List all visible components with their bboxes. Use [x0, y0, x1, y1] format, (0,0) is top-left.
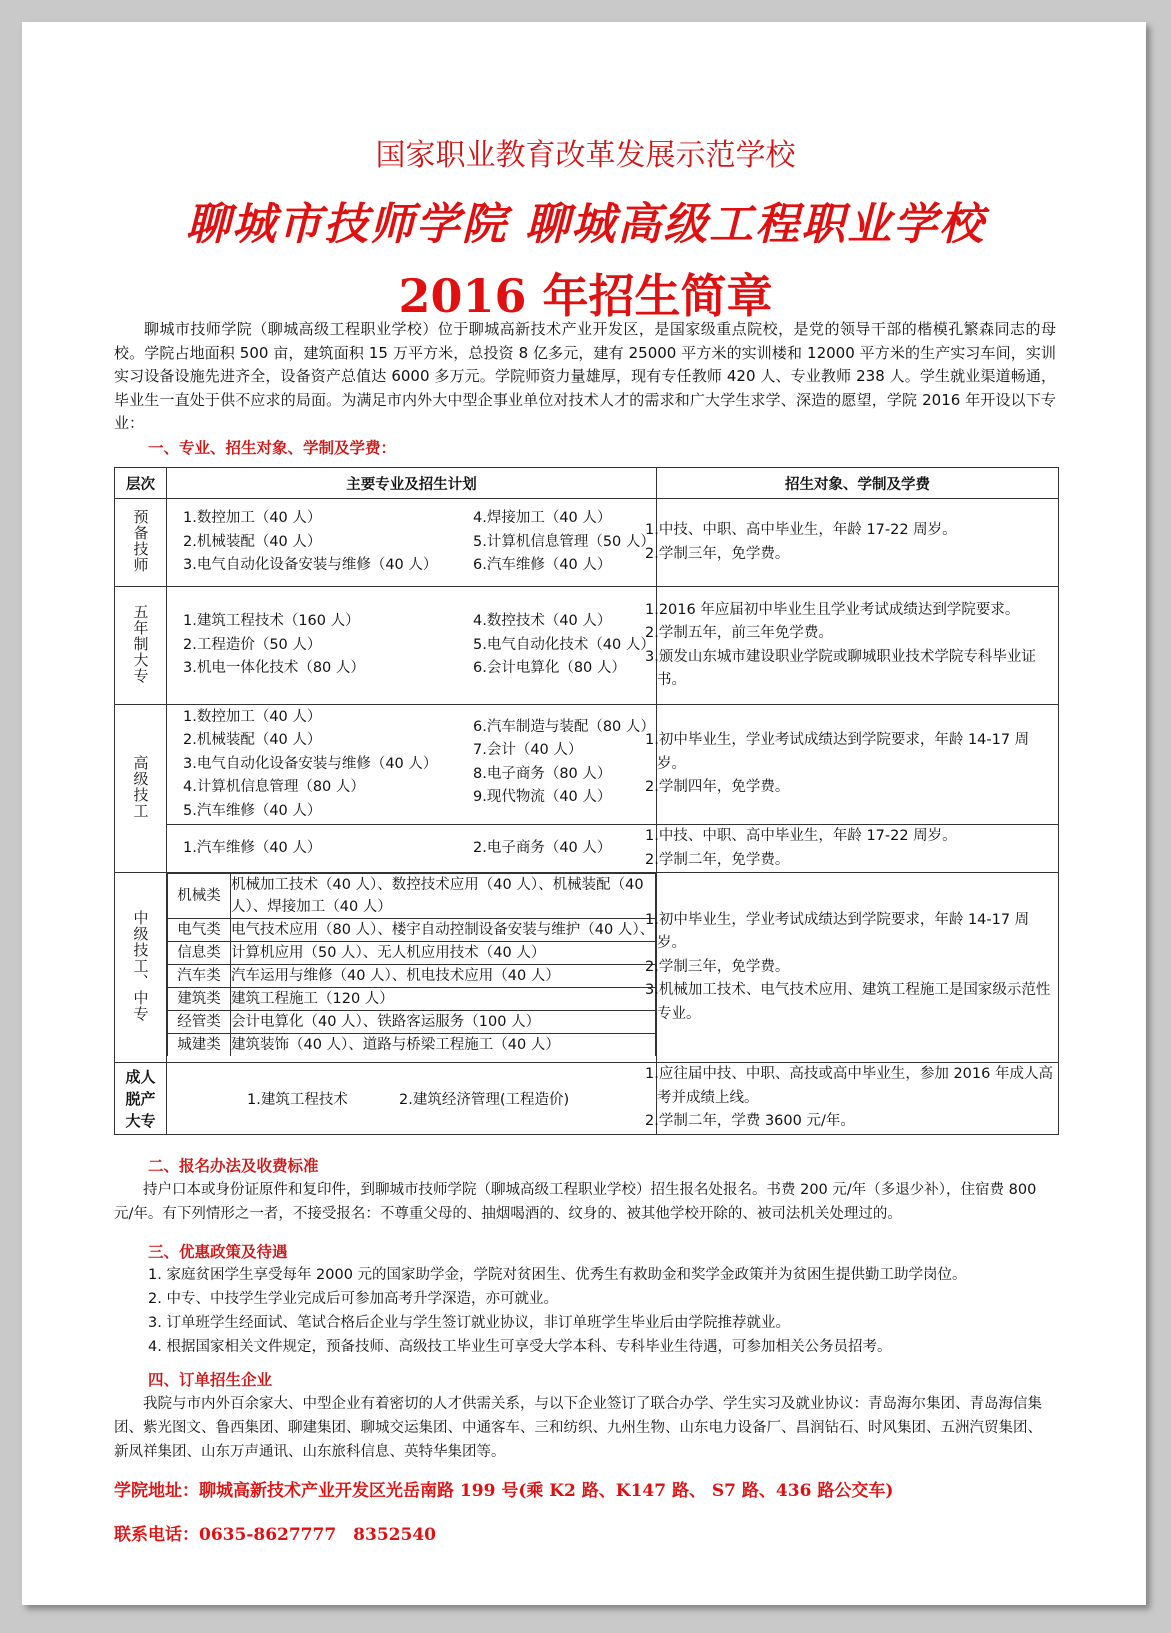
requirement-text: 2.学制二年，免学费。: [645, 851, 790, 868]
category-row: [168, 874, 656, 919]
table-header-row: [115, 468, 1059, 499]
list-item: 1.建筑工程技术: [247, 1092, 348, 1108]
requirement-text: 1.初中毕业生，学业考试成绩达到学院要求，年龄 14-17 周岁。: [645, 732, 1030, 772]
table-row: [115, 587, 1059, 705]
requirement-text: 3.颁发山东城市建设职业学院或聊城职业技术学院专科毕业证书。: [645, 648, 1036, 688]
list-item: 2.电子商务（40 人）: [473, 839, 612, 856]
section2-text: 持户口本或身份证原件和复印件，到聊城市技师学院（聊城高级工程职业学校）招生报名处报名。书费 200 元/年（多退少补），住宿费 800 元/年。有下列情形之一者，不接受报名：不尊重父母的、抽烟喝酒的、纹身的、被其他学校开除的、被司法机关处理过的。: [114, 1182, 1037, 1222]
list-item: 6.汽车制造与装配（80 人）: [473, 718, 655, 735]
list-item: 6.汽车维修（40 人）: [473, 557, 612, 574]
category-items: 建筑工程施工（120 人）: [231, 988, 656, 1011]
section1-title: 一、专业、招生对象、学制及学费：: [148, 439, 397, 457]
requirement-text: 1.中技、中职、高中毕业生，年龄 17-22 周岁。: [645, 828, 957, 844]
requirement-text: 1.中技、中职、高中毕业生，年龄 17-22 周岁。: [645, 522, 957, 538]
level-label: 成人脱产大专: [115, 1063, 167, 1135]
header-level: 层次: [115, 468, 167, 499]
list-item: 1.数控加工（40 人）: [183, 510, 322, 527]
category-table: [167, 873, 656, 1056]
list-item: 1.汽车维修（40 人）: [183, 839, 322, 856]
list-item: 2.工程造价（50 人）: [183, 636, 322, 653]
list-item: 2.机械装配（40 人）: [183, 533, 322, 550]
list-item: 3.电气自动化设备安装与维修（40 人）: [183, 557, 438, 574]
category-label: 电气类: [168, 919, 231, 942]
header-requirements: 招生对象、学制及学费: [657, 468, 1059, 499]
section2-title: 二、报名办法及收费标准: [148, 1157, 319, 1175]
list-item: 1.建筑工程技术（160 人）: [183, 613, 360, 630]
list-item: 4.数控技术（40 人）: [473, 613, 612, 630]
list-item: 4.焊接加工（40 人）: [473, 510, 612, 527]
category-row: [168, 1011, 656, 1034]
school-name-title: 聊城市技师学院 聊城高级工程职业学校: [185, 199, 986, 250]
category-label: 信息类: [168, 942, 231, 965]
list-item: 2. 中专、中技学生学业完成后可参加高考升学深造，亦可就业。: [148, 1291, 558, 1307]
table-row: [115, 873, 1059, 1063]
requirement-text: 1.初中毕业生，学业考试成绩达到学院要求，年龄 14-17 周岁。: [645, 911, 1030, 952]
list-item: 5.计算机信息管理（50 人）: [473, 533, 655, 550]
category-row: [168, 988, 656, 1011]
category-items: 机械加工技术（40 人）、数控技术应用（40 人）、机械装配（40 人）、焊接加工（40 人）: [231, 874, 656, 919]
list-item: 3.电气自动化设备安装与维修（40 人）: [183, 755, 438, 772]
list-item: 8.电子商务（80 人）: [473, 765, 612, 782]
list-item: 3.机电一体化技术（80 人）: [183, 660, 365, 677]
category-label: 机械类: [168, 874, 231, 919]
contact-phone: 联系电话：0635-8627777 8352540: [114, 1525, 436, 1545]
requirement-text: 2.学制五年，前三年免学费。: [645, 625, 833, 641]
section3-title: 三、优惠政策及待遇: [148, 1243, 288, 1261]
list-item: 7.会计（40 人）: [473, 742, 583, 759]
category-label: 城建类: [168, 1034, 231, 1057]
category-items: 计算机应用（50 人）、无人机应用技术（40 人）: [231, 942, 656, 965]
brochure-title: 2016 年招生简章: [398, 269, 773, 323]
list-item: 2.机械装配（40 人）: [183, 732, 322, 749]
requirement-text: 2.学制四年，免学费。: [645, 779, 790, 796]
category-label: 经管类: [168, 1011, 231, 1034]
list-item: 4.计算机信息管理（80 人）: [183, 779, 365, 796]
table-row: [115, 825, 1059, 873]
category-row: [168, 919, 656, 942]
intro-paragraph: 聊城市技师学院（聊城高级工程职业学校）位于聊城高新技术产业开发区，是国家级重点院校，是党的领导干部的楷模孔繁森同志的母校。学院占地面积 500 亩，建筑面积 15 万平方米，总投资 8 亿多元，建有 25000 平方米的实训楼和 12000 平方米的生产实习车间，实训实习设备设施先进齐全，设备资产总值达 6000 多万元。学院师资力量雄厚，现有专任教师 420 人、专业教师 238 人。学生就业渠道畅通，毕业生一直处于供不应求的局面。为满足市内外大中型企事业单位对技术人才的需求和广大学生求学、深造的愿望，学院 2016 年开设以下专业：: [114, 320, 1056, 432]
list-item: 6.会计电算化（80 人）: [473, 660, 626, 677]
level-label: 中级技工、中专: [131, 909, 150, 1022]
header-line1: 国家职业教育改革发展示范学校: [375, 138, 796, 173]
section3-list: [148, 1263, 1058, 1359]
category-row: [168, 1034, 656, 1057]
table-row: [115, 705, 1059, 825]
list-item: 3. 订单班学生经面试、笔试合格后企业与学生签订就业协议，非订单班学生毕业后由学院推荐就业。: [148, 1315, 790, 1331]
category-items: 汽车运用与维修（40 人）、机电技术应用（40 人）: [231, 965, 656, 988]
list-item: 5.电气自动化技术（40 人）: [473, 636, 655, 653]
header-majors: 主要专业及招生计划: [167, 468, 657, 499]
category-label: 汽车类: [168, 965, 231, 988]
list-item: 5.汽车维修（40 人）: [183, 802, 322, 819]
category-row: [168, 965, 656, 988]
requirement-text: 1.应往届中技、中职、高技或高中毕业生，参加 2016 年成人高考并成绩上线。: [645, 1066, 1053, 1106]
requirement-text: 2.学制三年，免学费。: [645, 958, 790, 975]
list-item: 1.数控加工（40 人）: [183, 708, 322, 725]
school-address: 学院地址：聊城高新技术产业开发区光岳南路 199 号(乘 K2 路、K147 路、 S7 路、436 路公交车): [114, 1481, 894, 1501]
list-item: 1. 家庭贫困学生享受每年 2000 元的国家助学金，学院对贫困生、优秀生有救助金和奖学金政策并为贫困生提供勤工助学岗位。: [148, 1267, 967, 1283]
requirement-text: 1.2016 年应届初中毕业生且学业考试成绩达到学院要求。: [645, 601, 1020, 618]
list-item: 4. 根据国家相关文件规定，预备技师、高级技工毕业生可享受大学本科、专科毕业生待遇，可参加相关公务员招考。: [148, 1339, 892, 1355]
table-row: [115, 1063, 1059, 1135]
table-row: [115, 499, 1059, 587]
category-row: [168, 942, 656, 965]
section4-text: 我院与市内外百余家大、中型企业有着密切的人才供需关系，与以下企业签订了联合办学、学生实习及就业协议：青岛海尔集团、青岛海信集团、紫光图文、鲁西集团、聊建集团、聊城交运集团、中通客车、三和纺织、九州生物、山东电力设备厂、昌润钻石、时风集团、五洲汽贸集团、新凤祥集团、山东万声通讯、山东旅科信息、英特华集团等。: [114, 1396, 1042, 1460]
category-label: 建筑类: [168, 988, 231, 1011]
requirement-text: 2.学制二年，学费 3600 元/年。: [645, 1113, 855, 1130]
requirement-text: 3.机械加工技术、电气技术应用、建筑工程施工是国家级示范性专业。: [645, 982, 1051, 1022]
list-item: 9.现代物流（40 人）: [473, 789, 612, 806]
level-label: 预备技师: [131, 508, 150, 573]
level-label: 高级技工: [131, 754, 150, 819]
list-item: 2.建筑经济管理(工程造价): [399, 1092, 570, 1108]
category-items: 电气技术应用（80 人）、楼宇自动控制设备安装与维护（40 人）、: [231, 919, 656, 942]
level-label: 五年制大专: [131, 603, 150, 684]
enrollment-table: [114, 467, 1059, 1135]
section4-title: 四、订单招生企业: [148, 1371, 273, 1389]
category-items: 建筑装饰（40 人）、道路与桥梁工程施工（40 人）: [231, 1034, 656, 1057]
requirement-text: 2.学制三年，免学费。: [645, 545, 790, 562]
category-items: 会计电算化（40 人）、铁路客运服务（100 人）: [231, 1011, 656, 1034]
